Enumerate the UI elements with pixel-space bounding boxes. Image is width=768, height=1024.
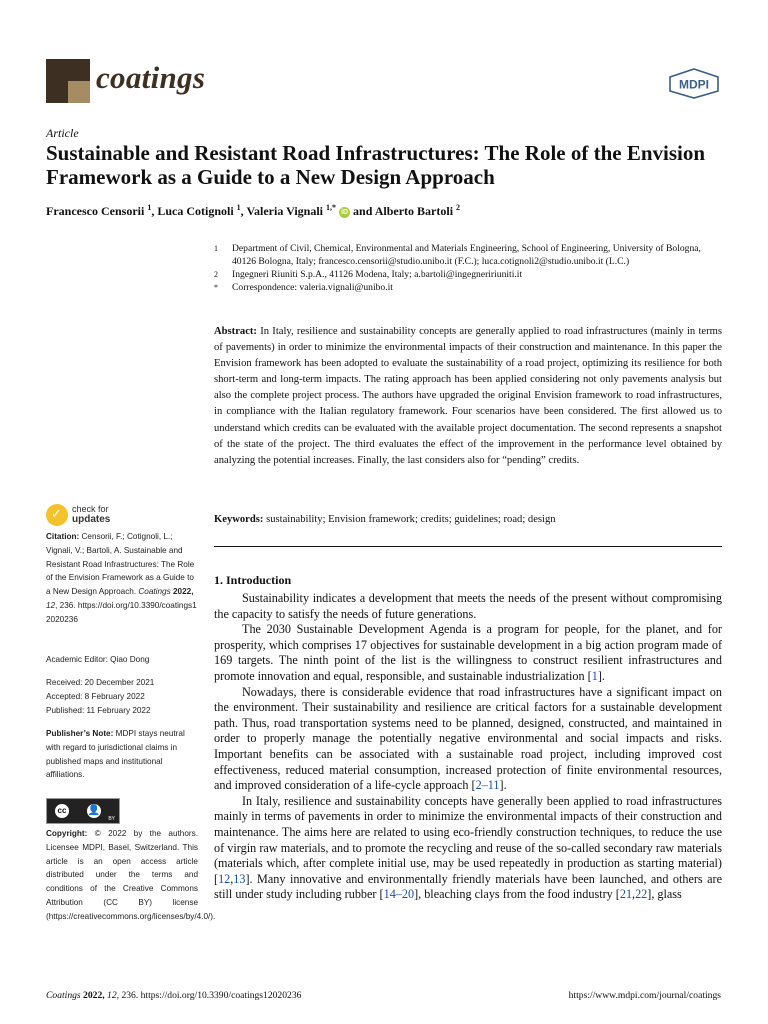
author-name[interactable]: Valeria Vignali — [246, 204, 324, 218]
citation-doi[interactable]: , 236. https://doi.org/10.3390/coatings12020236 — [46, 600, 197, 624]
affiliation-item: 2 Ingegneri Riuniti S.p.A., 41126 Modena, Italy; a.bartoli@ingegneririuniti.it — [214, 269, 523, 280]
article-title: Sustainable and Resistant Road Infrastructures: The Role of the Envision Framework as a Guide to a New Design Approach — [46, 141, 706, 189]
footer-doi-link[interactable]: , 236. https://doi.org/10.3390/coatings12020236 — [116, 990, 302, 1001]
journal-name: coatings — [96, 60, 206, 95]
author-affil-sup: 1 — [236, 203, 241, 212]
cc-by-license-icon[interactable]: cc 👤 BY — [46, 798, 120, 824]
body-paragraph: In Italy, resilience and sustainability concepts have generally been applied to road infrastructures mainly in terms of pavements in order to minimize the environmental impacts of their construction and maintenance. The aims here are related to using eco-friendly construction techniques, to reduce the use of virgin raw materials, and to promote the recycling and reuse of the so-called secondary raw materials (materials which, after complete initial use, may be used repeatedly in production as starting material) [12,13]. Many innovative and environmentally friendly materials have been launched, and others are still under study including rubber [14–20], bleaching clays from the food industry [21,22], glass — [214, 793, 722, 902]
publisher-note: Publisher’s Note: MDPI stays neutral with regard to jurisdictional claims in published maps and institutional affiliations. — [46, 729, 185, 780]
citation-link[interactable]: 1 — [591, 668, 598, 683]
copyright-block: Copyright: © 2022 by the authors. Licensee MDPI, Basel, Switzerland. This article is an open access article distributed under the terms and conditions of the Creative Commons Attribution (CC BY) license (https://creativecommons.org/licenses/by/4.0/). — [46, 829, 216, 921]
body-paragraph: Sustainability indicates a development that meets the needs of the present without compromising the capacity to satisfy the needs of future generations. — [214, 591, 722, 621]
footer-citation: Coatings 2022, 12, 236. https://doi.org/10.3390/coatings12020236 — [46, 990, 302, 1001]
academic-editor: Academic Editor: Qiao Dong — [46, 655, 150, 664]
section-divider — [214, 546, 722, 547]
body-paragraph: The 2030 Sustainable Development Agenda is a program for people, for the planet, and for prosperity, which comprises 17 objectives for sustainable development in a big action program made of 169 targets. The ninth point of the list is the willingness to construct resilient infrastructures and promote innovation and equal, responsible, and sustainable industrialization [1]. — [214, 622, 722, 683]
abstract-text: In Italy, resilience and sustainability concepts are generally applied to road infrastructures (mainly in terms of pavements) in order to minimize the environmental impacts of their construction and maintenance. In this paper the Envision framework has been adopted to evaluate the sustainability of a road project, optimizing its resilience for both short-term and long-term impacts. The rating approach has been applied considering not only pavements analysis but also the complete project process. The authors have upgraded the original Envision framework to road infrastructures, in compliance with the Italian regulatory framework. Four scenarios have been considered. The first allowed us to understand which credits can be evaluated with the available project documentation. The second represents a snapshot of the state of the project. The third evaluates the effect of the improvement in the performance level obtained by analyzing the potential increases. Finally, the last considers also for “pending” credits. — [214, 326, 722, 466]
mdpi-logo — [668, 68, 720, 99]
citation-link[interactable]: 13 — [233, 871, 246, 886]
citation-link[interactable]: 22 — [635, 887, 648, 902]
keywords-label: Keywords: — [214, 514, 264, 525]
check-for-updates-badge[interactable]: ✓ check for updates — [46, 504, 166, 530]
citation-link[interactable]: 12 — [218, 871, 231, 886]
author-affil-sup: 2 — [456, 203, 461, 212]
body-text — [214, 591, 722, 903]
journal-logo — [46, 59, 90, 103]
footer-journal-url[interactable]: https://www.mdpi.com/journal/coatings — [568, 990, 721, 1001]
orcid-icon[interactable]: iD — [341, 209, 349, 216]
author-name[interactable]: Luca Cotignoli — [157, 204, 234, 218]
svg-text:MDPI: MDPI — [679, 77, 709, 92]
received-date: Received: 20 December 2021 — [46, 678, 155, 687]
author-name[interactable]: Alberto Bartoli — [374, 204, 454, 218]
keywords — [214, 514, 722, 525]
author-affil-sup: 1 — [147, 203, 152, 212]
article-type: Article — [46, 126, 79, 140]
accepted-date: Accepted: 8 February 2022 — [46, 691, 145, 701]
cc-icon: cc — [53, 802, 71, 820]
affiliation-item: * Correspondence: valeria.vignali@unibo.it — [214, 282, 393, 293]
author-name[interactable]: Francesco Censorii — [46, 204, 145, 218]
citation-link[interactable]: 14–20 — [383, 887, 415, 902]
keywords-text: sustainability; Envision framework; credits; guidelines; road; design — [263, 514, 556, 525]
author-list: Francesco Censorii $^1$, Luca Cotignoli $^1$, Valeria Vignali $^{1,*}$ iD and Alberto Bartoli $^2$ — [46, 203, 461, 218]
published-date: Published: 11 February 2022 — [46, 705, 151, 715]
dates-block — [46, 676, 198, 717]
abstract-label: Abstract: — [214, 326, 257, 337]
abstract — [214, 324, 722, 469]
affiliations — [214, 242, 724, 294]
affiliation-item: 1 Department of Civil, Chemical, Environmental and Materials Engineering, School of Engineering, University of Bologna, 40126 Bologna, Italy; francesco.censorii@studio.unibo.it (F.C.); luca.cotignoli2@studio.unibo.it (L.C.) — [214, 243, 701, 267]
attribution-icon: 👤 — [85, 802, 103, 820]
author-affil-sup: 1,* — [326, 203, 337, 212]
citation-link[interactable]: 2–11 — [475, 778, 500, 793]
section-heading: 1. Introduction — [214, 573, 292, 587]
citation-link[interactable]: 21 — [619, 887, 633, 902]
citation-block: Citation: Censorii, F.; Cotignoli, L.; Vignali, V.; Bartoli, A. Sustainable and Resistant Road Infrastructures: The Role of the Envision Framework as a Guide to a New Design Approach. Coatings 2022, 12, 236. https://doi.org/10.3390/coatings12020236 — [46, 532, 197, 624]
body-paragraph: Nowadays, there is considerable evidence that road infrastructures have a significant impact on the environment. Their sustainability and resilience are critical factors for a sustainable development path. Thus, road transportation systems need to be planned, designed, constructed, and maintained in order to properly manage the potentially negative environmental and social impacts and risks. Important benefits can be associated with a sustainable road project, including improved cost effectiveness, reduced material consumption, increased protection of finite environmental resources, and improved consideration of a life-cycle approach [2–11]. — [214, 684, 722, 793]
